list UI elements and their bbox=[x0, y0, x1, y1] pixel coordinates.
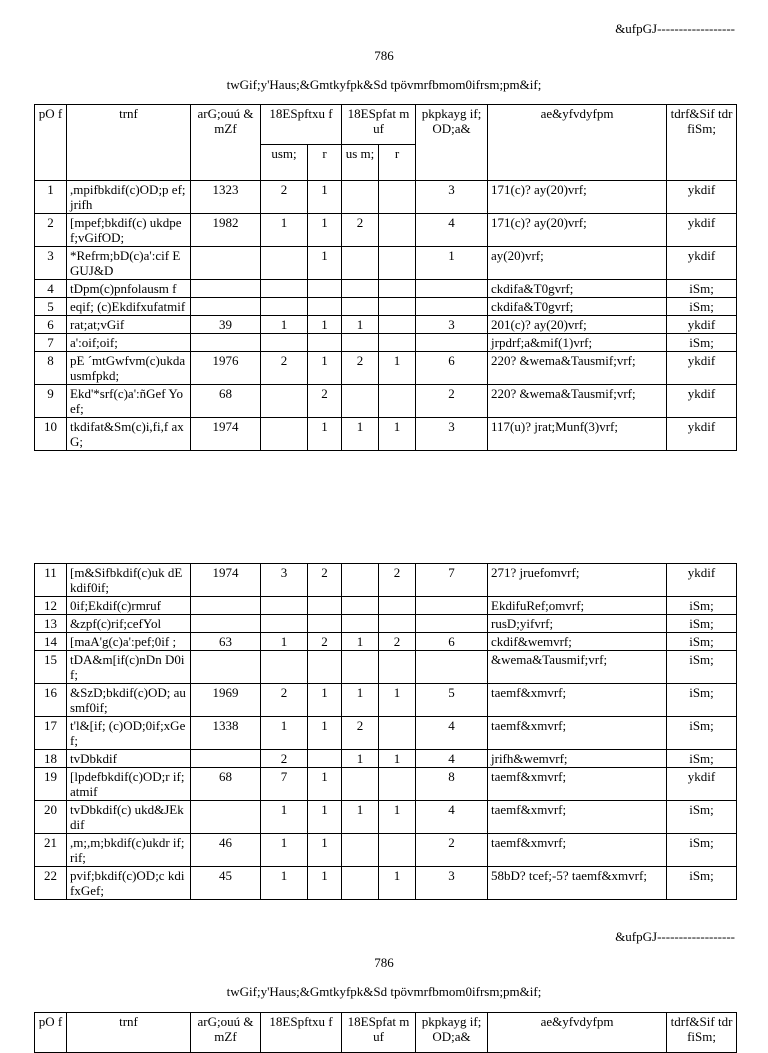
col-no-2: pO f bbox=[35, 1013, 67, 1053]
row-address: rusD;yifvrf; bbox=[488, 615, 667, 633]
row-female-over-18 bbox=[308, 334, 342, 352]
row-name: ,mpifbkdif(c)OD;p ef;jrifh bbox=[67, 181, 191, 214]
row-female-under-18 bbox=[379, 597, 416, 615]
census-table-part-3 bbox=[34, 1012, 737, 1053]
row-address: 117(u)? jrat;Munf(3)vrf; bbox=[488, 418, 667, 451]
table-row bbox=[35, 867, 737, 900]
row-year: 45 bbox=[191, 867, 261, 900]
row-female-over-18: 1 bbox=[308, 214, 342, 247]
col-status-2: tdrf&Sif tdrfiSm; bbox=[667, 1013, 737, 1053]
row-number: 22 bbox=[35, 867, 67, 900]
row-name: &zpf(c)rif;cefYol bbox=[67, 615, 191, 633]
row-total bbox=[416, 280, 488, 298]
row-status: iSm; bbox=[667, 867, 737, 900]
row-address: jrifh&wemvrf; bbox=[488, 750, 667, 768]
row-year bbox=[191, 615, 261, 633]
row-status: ykdif bbox=[667, 316, 737, 334]
row-status: iSm; bbox=[667, 651, 737, 684]
col-male-1: usm; bbox=[261, 145, 308, 181]
col-group-under-18: 18ESpfat muf bbox=[342, 105, 416, 145]
col-address-2: ae&yfvdyfpm bbox=[488, 1013, 667, 1053]
row-status: ykdif bbox=[667, 768, 737, 801]
row-name: [maA'g(c)a':pef;0if ; bbox=[67, 633, 191, 651]
row-status: iSm; bbox=[667, 717, 737, 750]
table-row bbox=[35, 633, 737, 651]
row-status: iSm; bbox=[667, 280, 737, 298]
row-total bbox=[416, 597, 488, 615]
row-name: 0if;Ekdif(c)rmruf bbox=[67, 597, 191, 615]
row-total: 4 bbox=[416, 801, 488, 834]
row-number: 1 bbox=[35, 181, 67, 214]
col-no: pO f bbox=[35, 105, 67, 181]
row-total: 3 bbox=[416, 181, 488, 214]
row-year: 68 bbox=[191, 768, 261, 801]
row-male-under-18 bbox=[342, 247, 379, 280]
row-status: iSm; bbox=[667, 633, 737, 651]
row-female-over-18 bbox=[308, 615, 342, 633]
row-number: 2 bbox=[35, 214, 67, 247]
row-male-under-18: 1 bbox=[342, 801, 379, 834]
row-female-under-18 bbox=[379, 247, 416, 280]
row-status: iSm; bbox=[667, 684, 737, 717]
col-name-2: trnf bbox=[67, 1013, 191, 1053]
row-address: taemf&xmvrf; bbox=[488, 834, 667, 867]
col-female-1: r bbox=[308, 145, 342, 181]
row-female-over-18: 1 bbox=[308, 418, 342, 451]
row-status: iSm; bbox=[667, 750, 737, 768]
continuation-marker-2: &ufpGJ------------------ bbox=[615, 929, 735, 944]
row-female-under-18: 1 bbox=[379, 750, 416, 768]
row-male-over-18 bbox=[261, 615, 308, 633]
row-male-over-18: 1 bbox=[261, 633, 308, 651]
row-male-over-18 bbox=[261, 280, 308, 298]
table-row bbox=[35, 801, 737, 834]
row-female-over-18: 1 bbox=[308, 717, 342, 750]
row-number: 18 bbox=[35, 750, 67, 768]
row-address: 220? &wema&Tausmif;vrf; bbox=[488, 385, 667, 418]
row-year bbox=[191, 298, 261, 316]
row-name: [mpef;bkdif(c) ukdpef;vGifOD; bbox=[67, 214, 191, 247]
col-group-under-18-2: 18ESpfat muf bbox=[342, 1013, 416, 1053]
row-male-under-18 bbox=[342, 597, 379, 615]
row-male-under-18: 1 bbox=[342, 633, 379, 651]
row-female-under-18: 1 bbox=[379, 352, 416, 385]
row-male-under-18 bbox=[342, 834, 379, 867]
row-address: taemf&xmvrf; bbox=[488, 684, 667, 717]
row-female-under-18: 1 bbox=[379, 801, 416, 834]
next-page-table-clip bbox=[0, 1009, 768, 1044]
col-total: pkpkayg if; OD;a& bbox=[416, 105, 488, 181]
row-total: 4 bbox=[416, 214, 488, 247]
row-year bbox=[191, 247, 261, 280]
row-male-under-18 bbox=[342, 385, 379, 418]
page-title-2: twGif;y'Haus;&Gmtkyfpk&Sd tpövmrfbmom0ifrsm;pm&if; bbox=[226, 984, 542, 999]
row-year bbox=[191, 597, 261, 615]
table-row bbox=[35, 214, 737, 247]
row-total: 1 bbox=[416, 247, 488, 280]
row-female-under-18 bbox=[379, 615, 416, 633]
page-number: 786 bbox=[374, 48, 394, 63]
row-female-under-18 bbox=[379, 651, 416, 684]
continuation-marker: &ufpGJ------------------ bbox=[615, 21, 735, 36]
row-year: 39 bbox=[191, 316, 261, 334]
row-number: 17 bbox=[35, 717, 67, 750]
row-female-over-18 bbox=[308, 651, 342, 684]
row-status: ykdif bbox=[667, 564, 737, 597]
page-number-2: 786 bbox=[374, 955, 394, 970]
row-male-over-18: 2 bbox=[261, 352, 308, 385]
row-male-under-18: 1 bbox=[342, 418, 379, 451]
row-name: tDA&m[if(c)nDn D0if; bbox=[67, 651, 191, 684]
row-year bbox=[191, 750, 261, 768]
col-year-2: arG;ouú &mZf bbox=[191, 1013, 261, 1053]
row-female-under-18: 2 bbox=[379, 633, 416, 651]
row-total bbox=[416, 334, 488, 352]
row-male-over-18: 1 bbox=[261, 214, 308, 247]
row-number: 16 bbox=[35, 684, 67, 717]
row-address: ckdif&wemvrf; bbox=[488, 633, 667, 651]
table-row bbox=[35, 597, 737, 615]
row-address: EkdifuRef;omvrf; bbox=[488, 597, 667, 615]
row-male-over-18: 3 bbox=[261, 564, 308, 597]
row-female-over-18: 2 bbox=[308, 385, 342, 418]
row-female-over-18: 2 bbox=[308, 564, 342, 597]
table-row bbox=[35, 615, 737, 633]
row-year: 68 bbox=[191, 385, 261, 418]
row-year: 63 bbox=[191, 633, 261, 651]
page-title: twGif;y'Haus;&Gmtkyfpk&Sd tpövmrfbmom0ifrsm;pm&if; bbox=[226, 77, 542, 92]
row-female-under-18 bbox=[379, 717, 416, 750]
row-name: tDpm(c)pnfolausm f bbox=[67, 280, 191, 298]
row-status: ykdif bbox=[667, 247, 737, 280]
row-male-over-18: 2 bbox=[261, 684, 308, 717]
table-row bbox=[35, 352, 737, 385]
row-total: 4 bbox=[416, 717, 488, 750]
row-male-over-18 bbox=[261, 418, 308, 451]
row-female-over-18: 1 bbox=[308, 352, 342, 385]
row-status: ykdif bbox=[667, 352, 737, 385]
row-status: iSm; bbox=[667, 834, 737, 867]
row-male-over-18 bbox=[261, 385, 308, 418]
row-name: pvif;bkdif(c)OD;c kdifxGef; bbox=[67, 867, 191, 900]
row-male-under-18: 2 bbox=[342, 717, 379, 750]
row-status: iSm; bbox=[667, 334, 737, 352]
row-total: 5 bbox=[416, 684, 488, 717]
row-number: 3 bbox=[35, 247, 67, 280]
row-total: 2 bbox=[416, 385, 488, 418]
row-male-over-18: 1 bbox=[261, 801, 308, 834]
row-number: 13 bbox=[35, 615, 67, 633]
row-male-under-18: 1 bbox=[342, 316, 379, 334]
row-male-under-18: 2 bbox=[342, 214, 379, 247]
census-table-part-2 bbox=[34, 563, 737, 900]
row-number: 11 bbox=[35, 564, 67, 597]
row-status: iSm; bbox=[667, 298, 737, 316]
row-name: rat;at;vGif bbox=[67, 316, 191, 334]
row-total: 3 bbox=[416, 867, 488, 900]
row-year bbox=[191, 801, 261, 834]
row-year: 1974 bbox=[191, 418, 261, 451]
row-male-under-18 bbox=[342, 298, 379, 316]
table-row bbox=[35, 651, 737, 684]
row-female-under-18 bbox=[379, 298, 416, 316]
row-female-over-18: 1 bbox=[308, 834, 342, 867]
row-female-under-18 bbox=[379, 181, 416, 214]
col-address: ae&yfvdyfpm bbox=[488, 105, 667, 181]
col-group-over-18: 18ESpftxu f bbox=[261, 105, 342, 145]
row-male-over-18: 1 bbox=[261, 316, 308, 334]
row-number: 8 bbox=[35, 352, 67, 385]
row-name: tkdifat&Sm(c)i,fi,f axG; bbox=[67, 418, 191, 451]
row-male-under-18 bbox=[342, 615, 379, 633]
table-row bbox=[35, 768, 737, 801]
row-total: 3 bbox=[416, 418, 488, 451]
row-address: 171(c)? ay(20)vrf; bbox=[488, 181, 667, 214]
row-male-under-18: 2 bbox=[342, 352, 379, 385]
row-female-over-18: 2 bbox=[308, 633, 342, 651]
row-number: 6 bbox=[35, 316, 67, 334]
row-total: 6 bbox=[416, 352, 488, 385]
row-name: Ekd'*srf(c)a':ñGef Yoef; bbox=[67, 385, 191, 418]
row-name: [lpdefbkdif(c)OD;r if;atmif bbox=[67, 768, 191, 801]
row-year: 1974 bbox=[191, 564, 261, 597]
row-male-over-18 bbox=[261, 247, 308, 280]
row-female-over-18: 1 bbox=[308, 316, 342, 334]
row-year: 1982 bbox=[191, 214, 261, 247]
row-total bbox=[416, 651, 488, 684]
row-number: 10 bbox=[35, 418, 67, 451]
col-female-2: r bbox=[379, 145, 416, 181]
row-male-over-18: 1 bbox=[261, 834, 308, 867]
row-status: ykdif bbox=[667, 385, 737, 418]
row-female-under-18: 1 bbox=[379, 418, 416, 451]
table-row bbox=[35, 334, 737, 352]
row-year: 1323 bbox=[191, 181, 261, 214]
row-address: ckdifa&T0gvrf; bbox=[488, 280, 667, 298]
row-total bbox=[416, 298, 488, 316]
row-total: 8 bbox=[416, 768, 488, 801]
row-total: 4 bbox=[416, 750, 488, 768]
row-name: pE ´mtGwfvm(c)ukda usmfpkd; bbox=[67, 352, 191, 385]
row-female-over-18 bbox=[308, 750, 342, 768]
table-row bbox=[35, 834, 737, 867]
row-female-over-18 bbox=[308, 597, 342, 615]
table-row bbox=[35, 564, 737, 597]
row-male-under-18: 1 bbox=[342, 684, 379, 717]
row-number: 5 bbox=[35, 298, 67, 316]
row-year: 1969 bbox=[191, 684, 261, 717]
row-number: 21 bbox=[35, 834, 67, 867]
row-female-under-18: 1 bbox=[379, 867, 416, 900]
row-number: 7 bbox=[35, 334, 67, 352]
table-row bbox=[35, 181, 737, 214]
table-header bbox=[35, 105, 737, 181]
row-male-over-18 bbox=[261, 334, 308, 352]
row-year: 46 bbox=[191, 834, 261, 867]
row-male-under-18 bbox=[342, 768, 379, 801]
row-female-over-18: 1 bbox=[308, 684, 342, 717]
row-female-under-18 bbox=[379, 834, 416, 867]
row-address: ay(20)vrf; bbox=[488, 247, 667, 280]
row-male-over-18 bbox=[261, 298, 308, 316]
col-group-over-18-2: 18ESpftxu f bbox=[261, 1013, 342, 1053]
row-total: 7 bbox=[416, 564, 488, 597]
row-address: &wema&Tausmif;vrf; bbox=[488, 651, 667, 684]
row-number: 12 bbox=[35, 597, 67, 615]
table-row bbox=[35, 750, 737, 768]
row-female-over-18: 1 bbox=[308, 247, 342, 280]
table-row bbox=[35, 418, 737, 451]
row-status: ykdif bbox=[667, 214, 737, 247]
row-year: 1338 bbox=[191, 717, 261, 750]
table-row bbox=[35, 247, 737, 280]
row-status: ykdif bbox=[667, 181, 737, 214]
row-male-under-18 bbox=[342, 651, 379, 684]
row-year: 1976 bbox=[191, 352, 261, 385]
row-name: eqif; (c)Ekdifxufatmif bbox=[67, 298, 191, 316]
row-female-under-18 bbox=[379, 334, 416, 352]
row-male-over-18 bbox=[261, 651, 308, 684]
col-year: arG;ouú &mZf bbox=[191, 105, 261, 181]
table-row bbox=[35, 385, 737, 418]
row-male-over-18: 1 bbox=[261, 867, 308, 900]
row-female-under-18 bbox=[379, 385, 416, 418]
row-name: ,m;,m;bkdif(c)ukdr if;rif; bbox=[67, 834, 191, 867]
col-male-2: us m; bbox=[342, 145, 379, 181]
col-name: trnf bbox=[67, 105, 191, 181]
table-row bbox=[35, 717, 737, 750]
row-name: t'l&[if; (c)OD;0if;xGef; bbox=[67, 717, 191, 750]
row-male-under-18 bbox=[342, 334, 379, 352]
row-year bbox=[191, 651, 261, 684]
row-address: taemf&xmvrf; bbox=[488, 801, 667, 834]
row-address: ckdifa&T0gvrf; bbox=[488, 298, 667, 316]
row-address: 58bD? tcef;-5? taemf&xmvrf; bbox=[488, 867, 667, 900]
row-male-over-18: 2 bbox=[261, 750, 308, 768]
row-male-over-18: 1 bbox=[261, 717, 308, 750]
row-female-over-18: 1 bbox=[308, 181, 342, 214]
row-female-under-18 bbox=[379, 768, 416, 801]
row-address: taemf&xmvrf; bbox=[488, 717, 667, 750]
row-female-under-18 bbox=[379, 280, 416, 298]
row-name: &SzD;bkdif(c)OD; ausmf0if; bbox=[67, 684, 191, 717]
row-name: tvDbkdif(c) ukd&JEkdif bbox=[67, 801, 191, 834]
row-status: iSm; bbox=[667, 615, 737, 633]
row-male-over-18: 2 bbox=[261, 181, 308, 214]
row-female-under-18: 2 bbox=[379, 564, 416, 597]
row-number: 9 bbox=[35, 385, 67, 418]
row-female-over-18 bbox=[308, 298, 342, 316]
row-name: [m&Sifbkdif(c)uk dEkdif0if; bbox=[67, 564, 191, 597]
row-female-under-18 bbox=[379, 214, 416, 247]
row-number: 4 bbox=[35, 280, 67, 298]
row-male-under-18 bbox=[342, 867, 379, 900]
row-female-under-18: 1 bbox=[379, 684, 416, 717]
row-total: 3 bbox=[416, 316, 488, 334]
table-row bbox=[35, 684, 737, 717]
row-male-under-18: 1 bbox=[342, 750, 379, 768]
row-year bbox=[191, 280, 261, 298]
row-male-under-18 bbox=[342, 564, 379, 597]
row-address: 201(c)? ay(20)vrf; bbox=[488, 316, 667, 334]
row-total: 2 bbox=[416, 834, 488, 867]
row-name: *Refrm;bD(c)a':cif EGUJ&D bbox=[67, 247, 191, 280]
row-female-over-18: 1 bbox=[308, 801, 342, 834]
row-status: ykdif bbox=[667, 418, 737, 451]
row-female-over-18: 1 bbox=[308, 867, 342, 900]
row-status: iSm; bbox=[667, 597, 737, 615]
row-female-over-18 bbox=[308, 280, 342, 298]
row-address: 220? &wema&Tausmif;vrf; bbox=[488, 352, 667, 385]
row-number: 14 bbox=[35, 633, 67, 651]
row-number: 15 bbox=[35, 651, 67, 684]
table-row bbox=[35, 298, 737, 316]
row-female-over-18: 1 bbox=[308, 768, 342, 801]
row-male-over-18: 7 bbox=[261, 768, 308, 801]
table-row bbox=[35, 316, 737, 334]
row-total bbox=[416, 615, 488, 633]
row-number: 20 bbox=[35, 801, 67, 834]
col-status: tdrf&Sif tdrfiSm; bbox=[667, 105, 737, 181]
col-total-2: pkpkayg if; OD;a& bbox=[416, 1013, 488, 1053]
row-address: 171(c)? ay(20)vrf; bbox=[488, 214, 667, 247]
row-address: 271? jruefomvrf; bbox=[488, 564, 667, 597]
census-table-part-1 bbox=[34, 104, 737, 451]
row-address: jrpdrf;a&mif(1)vrf; bbox=[488, 334, 667, 352]
table-row bbox=[35, 280, 737, 298]
row-name: tvDbkdif bbox=[67, 750, 191, 768]
row-year bbox=[191, 334, 261, 352]
row-address: taemf&xmvrf; bbox=[488, 768, 667, 801]
row-male-under-18 bbox=[342, 280, 379, 298]
row-female-under-18 bbox=[379, 316, 416, 334]
row-male-under-18 bbox=[342, 181, 379, 214]
row-total: 6 bbox=[416, 633, 488, 651]
row-number: 19 bbox=[35, 768, 67, 801]
row-male-over-18 bbox=[261, 597, 308, 615]
row-name: a':oif;oif; bbox=[67, 334, 191, 352]
row-status: iSm; bbox=[667, 801, 737, 834]
